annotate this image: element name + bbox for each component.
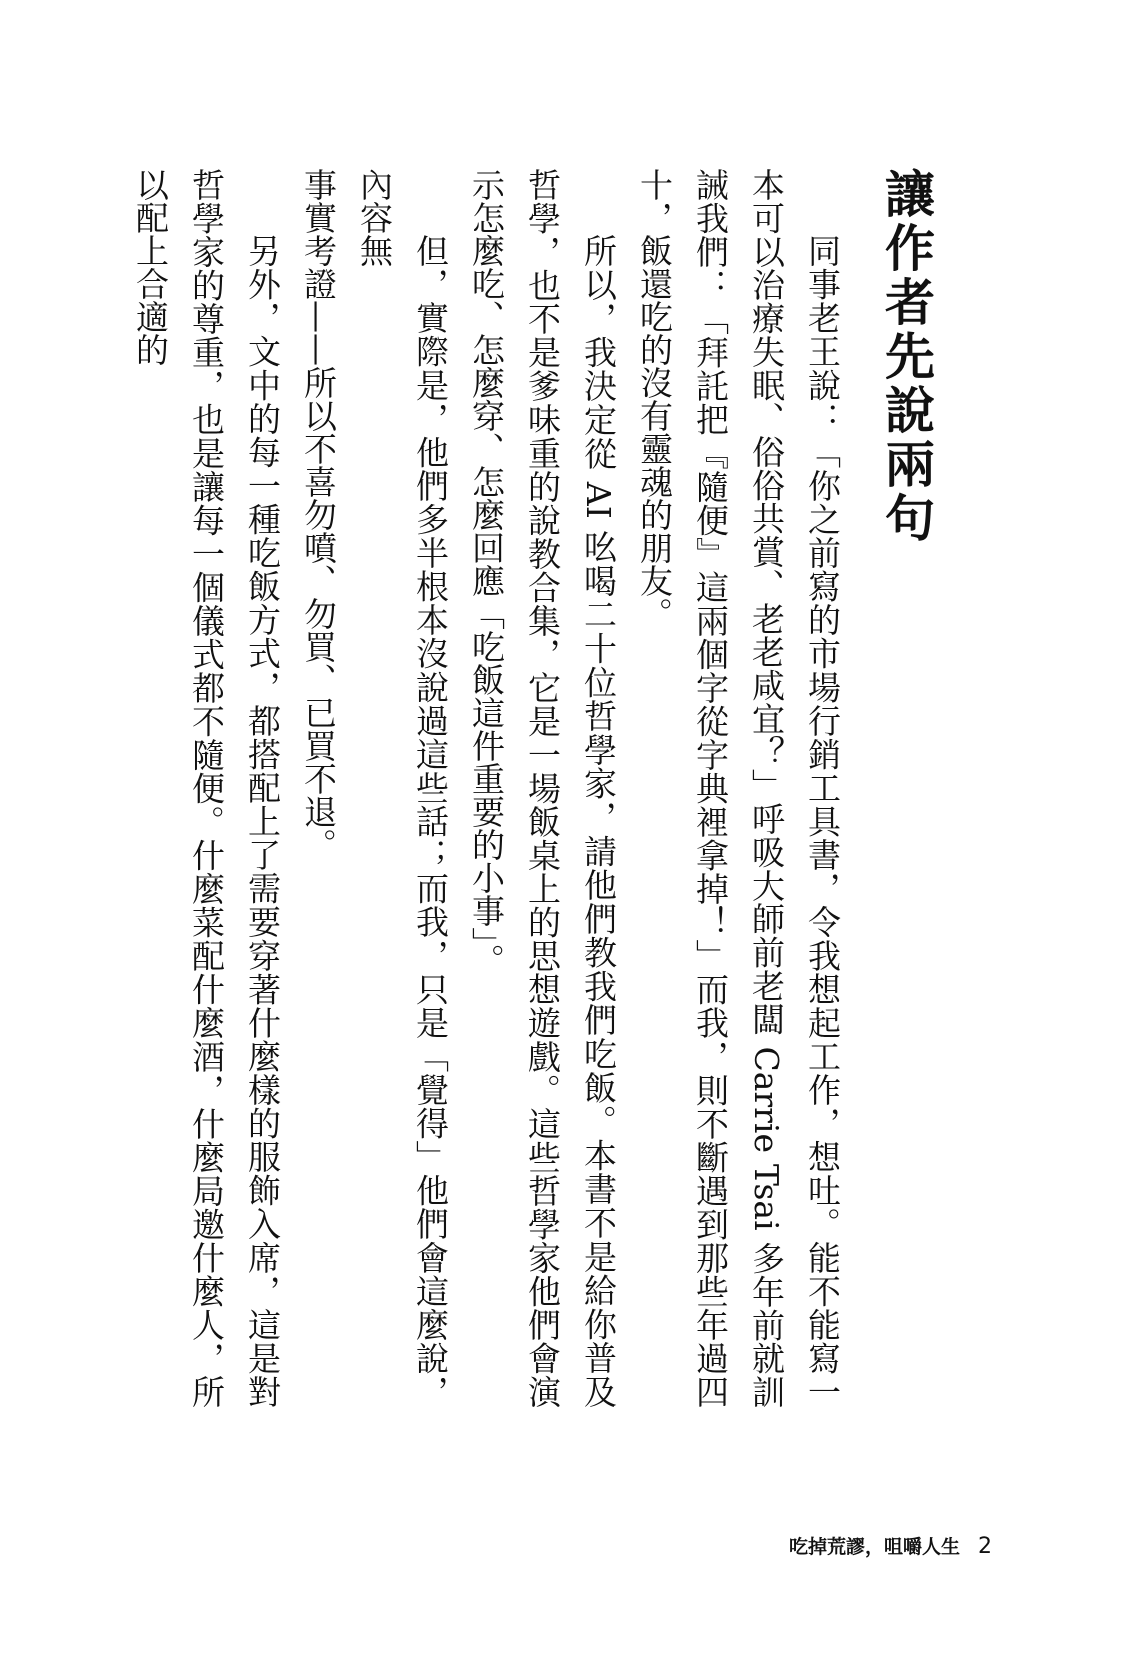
paragraph-3-continued: 事實考證——所以不喜勿噴、勿買、已買不退。 <box>299 168 338 861</box>
paragraph-2: 所以，我決定從 AI 吆喝二十位哲學家，請他們教我們吃飯。本書不是給你普及哲學，也不是爹味重的說教合集，它是一場飯桌上的思想遊戲。這些哲學家他們會演示怎麼吃、怎麼穿、怎麼回應「吃飯這件重要的小事」。 <box>467 168 618 1408</box>
running-title: 吃掉荒謬，咀嚼人生 <box>788 1536 960 1558</box>
chapter-title: 讓作者先說兩句 <box>877 168 935 546</box>
paragraph-1: 同事老王說：「你之前寫的市場行銷工具書，令我想起工作，想吐。能不能寫一本可以治療失眠、俗俗共賞、老老咸宜？」呼吸大師前老闆 Carrie Tsai 多年前就訓誡我們：「拜託把『隨便』這兩個字從字典裡拿掉！」而我，則不斷遇到那些年過四十，飯還吃的沒有靈魂的朋友。 <box>635 168 842 1408</box>
page-number: 2 <box>978 1534 992 1559</box>
vertical-text-block <box>122 168 946 1408</box>
page-footer <box>789 1532 992 1559</box>
paragraph-4: 另外，文中的每一種吃飯方式，都搭配上了需要穿著什麼樣的服飾入席，這是對哲學家的尊重，也是讓每一個儀式都不隨便。什麼菜配什麼酒，什麼局邀什麼人，所以配上合適的 <box>131 168 282 1408</box>
paragraph-3: 但，實際是，他們多半根本沒說過這些話；而我，只是「覺得」他們會這麼說，內容無 <box>355 168 450 1408</box>
